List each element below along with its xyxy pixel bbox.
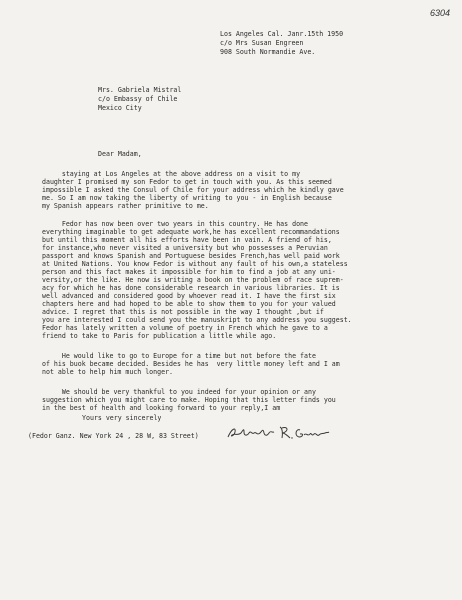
paragraph2-line: friend to take to Paris for publication a little while ago. bbox=[42, 332, 277, 340]
salutation: Dear Madam, bbox=[98, 150, 142, 158]
paragraph2-line: at United Nations. You know Fedor is without any fault of his own,a stateless bbox=[42, 260, 348, 268]
paragraph2-line: passport and knows Spanish and Portuguese besides French,has well paid work bbox=[42, 252, 340, 260]
paragraph4-line: suggestion which you might care to make. Hoping that this letter finds you bbox=[42, 396, 336, 404]
paragraph2-line: but until this moment all his efforts have been in vain. A friend of his, bbox=[42, 236, 332, 244]
signature-drawing bbox=[226, 424, 331, 442]
paragraph2-line: everything imaginable to get adequate work,he has excellent recommandations bbox=[42, 228, 340, 236]
paragraph2-line: you are interested I could send you the manuskript to any address you suggest. bbox=[42, 316, 352, 324]
paragraph4-line: We should be very thankful to you indeed for your opinion or any bbox=[42, 388, 316, 396]
paragraph3-line: of his buok became decided. Besides he has very little money left and I am bbox=[42, 360, 340, 368]
paragraph3-line: not able to help him much longer. bbox=[42, 368, 174, 376]
archive-reference-number: 6304 bbox=[429, 8, 450, 18]
sender-street-line: 908 South Normandie Ave. bbox=[220, 48, 316, 56]
paragraph4-line: in the best of health and looking forward to your reply,I am bbox=[42, 404, 281, 412]
paragraph2-line: chapters here and had hoped to be able to show them to you for your valued bbox=[42, 300, 336, 308]
paragraph1-line: my Spanish appears rather primitive to me. bbox=[42, 202, 209, 210]
paragraph1-line: impossible I asked the Consul of Chile for your address which he kindly gave bbox=[42, 186, 344, 194]
recipient-city: Mexico City bbox=[98, 104, 142, 112]
closing: Yours very sincerely bbox=[82, 414, 162, 422]
sender-date-line: Los Angeles Cal. Janr.15th 1950 bbox=[220, 30, 344, 38]
paragraph2-line: for instance,who never visited a university but who possesses a Peruvian bbox=[42, 244, 328, 252]
paragraph2-line: Fedor has now been over two years in this country. He has done bbox=[42, 220, 308, 228]
paragraph2-line: Fedor has lately written a volume of poetry in French which he gave to a bbox=[42, 324, 328, 332]
paragraph2-line: advice. I regret that this is not possible in the way I thought ,but if bbox=[42, 308, 324, 316]
recipient-name: Mrs. Gabriela Mistral bbox=[98, 86, 182, 94]
paragraph2-line: versity,or the like. He now is writing a book on the problem of race suprem- bbox=[42, 276, 344, 284]
sender-care-of-line: c/o Mrs Susan Engreen bbox=[220, 39, 304, 47]
paragraph3-line: He would like to go to Europe for a time but not before the fate bbox=[42, 352, 316, 360]
paragraph1-line: daughter I promised my son Fedor to get in touch with you. As this seemed bbox=[42, 178, 332, 186]
paragraph1-line: me. So I am now taking the liberty of writing to you - in English because bbox=[42, 194, 332, 202]
handwritten-signature bbox=[226, 424, 331, 442]
paragraph2-line: well advanced and considered good by whoever read it. I have the first six bbox=[42, 292, 336, 300]
paragraph1-line: staying at Los Angeles at the above address on a visit to my bbox=[42, 170, 301, 178]
paragraph2-line: person and this fact makes it impossible for him to find a job at any uni- bbox=[42, 268, 336, 276]
paragraph2-line: acy for which he has done considerable research in various libraries. It is bbox=[42, 284, 340, 292]
recipient-care-of: c/o Embassy of Chile bbox=[98, 95, 178, 103]
footer-address: (Fedor Ganz. New York 24 , 28 W, 83 Street) bbox=[28, 432, 199, 440]
